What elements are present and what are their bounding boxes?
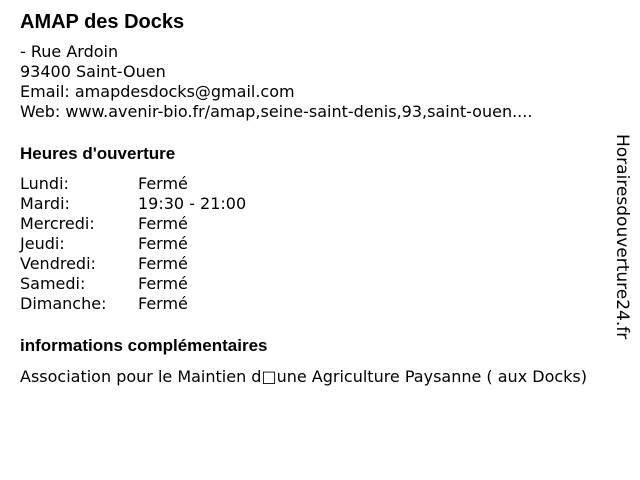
hours-day: Samedi: <box>20 274 86 293</box>
info-heading: informations complémentaires <box>20 336 268 355</box>
hours-day: Mardi: <box>20 194 70 213</box>
hours-value: Fermé <box>138 294 188 313</box>
address-street: - Rue Ardoin <box>20 42 119 61</box>
address-block <box>20 42 612 122</box>
hours-value: Fermé <box>138 254 188 273</box>
hours-value: Fermé <box>138 214 188 233</box>
hours-day: Vendredi: <box>20 254 96 273</box>
store-name: AMAP des Docks <box>20 11 185 33</box>
hours-value: Fermé <box>138 234 188 253</box>
hours-value: Fermé <box>138 174 188 193</box>
hours-day: Jeudi: <box>20 234 65 253</box>
store-info-page <box>20 10 612 387</box>
hours-row-vendredi <box>20 254 612 274</box>
hours-day: Mercredi: <box>20 214 95 233</box>
address-city: 93400 Saint-Ouen <box>20 62 166 81</box>
address-email: Email: amapdesdocks@gmail.com <box>20 82 295 101</box>
site-watermark: Horairesdouverture24.fr <box>612 134 632 340</box>
hours-value: Fermé <box>138 274 188 293</box>
hours-heading: Heures d'ouverture <box>20 144 176 163</box>
hours-row-lundi <box>20 174 612 194</box>
hours-row-jeudi <box>20 234 612 254</box>
hours-day: Lundi: <box>20 174 69 193</box>
hours-table <box>20 174 612 314</box>
hours-value: 19:30 - 21:00 <box>138 194 247 213</box>
hours-row-mercredi <box>20 214 612 234</box>
hours-row-dimanche <box>20 294 612 314</box>
info-description: Association pour le Maintien d□une Agriculture Paysanne ( aux Docks) <box>20 367 587 386</box>
address-web: Web: www.avenir-bio.fr/amap,seine-saint-denis,93,saint-ouen.... <box>20 102 533 121</box>
hours-row-samedi <box>20 274 612 294</box>
hours-row-mardi <box>20 194 612 214</box>
hours-day: Dimanche: <box>20 294 107 313</box>
